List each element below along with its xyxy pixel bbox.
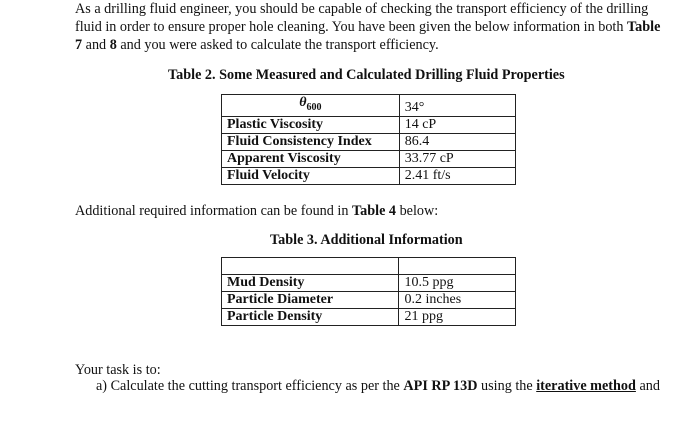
task-a-mid: using the: [477, 378, 537, 394]
intro-line-2-bold: Table: [627, 19, 661, 35]
task-a-standard: API RP 13D: [403, 378, 478, 394]
table3-label: Mud Density: [222, 275, 399, 292]
table2-caption: Table 2. Some Measured and Calculated Drilling Fluid Properties: [168, 67, 565, 83]
task-intro: Your task is to:: [75, 362, 161, 378]
table2-label: Plastic Viscosity: [222, 116, 400, 133]
intro-paragraph: [75, 0, 675, 54]
table2-theta-label: [222, 95, 400, 117]
table2: [221, 94, 516, 185]
table3-value: 10.5 ppg: [399, 275, 516, 292]
table2-label: Apparent Viscosity: [222, 150, 400, 167]
table2-label: Fluid Consistency Index: [222, 133, 400, 150]
table2-value: 86.4: [399, 133, 515, 150]
table3-value: 0.2 inches: [399, 292, 516, 309]
intro-line-2-text: fluid in order to ensure proper hole cleaning. You have been given the below information in both: [75, 19, 627, 35]
table2-value: 33.77 cP: [399, 150, 515, 167]
additional-table-ref: Table 4: [351, 203, 397, 219]
task-a-start: a) Calculate the cutting transport efficiency as per the: [96, 378, 404, 394]
table3-label: Particle Diameter: [222, 292, 399, 309]
table2-row-theta: [222, 95, 516, 117]
table2-row: [222, 133, 516, 150]
table3-empty-row: [222, 258, 516, 275]
table2-row: [222, 116, 516, 133]
table2-row: [222, 167, 516, 184]
table2-row: [222, 150, 516, 167]
intro-table-ref-8: 8: [109, 37, 117, 53]
intro-table-ref-7: 7: [75, 37, 83, 53]
table3-caption: Table 3. Additional Information: [270, 232, 463, 248]
task-a-end: and: [635, 378, 660, 394]
intro-and: and: [82, 37, 110, 53]
theta-subscript: 600: [306, 101, 322, 113]
theta-symbol: θ: [299, 95, 307, 110]
intro-line-3: [75, 36, 675, 54]
table2-value: 14 cP: [399, 116, 515, 133]
intro-line-3-text: and you were asked to calculate the transport efficiency.: [116, 37, 439, 53]
table2-label: Fluid Velocity: [222, 167, 400, 184]
table3-value: 21 ppg: [399, 309, 516, 326]
table3-empty-cell: [399, 258, 516, 275]
table3-row: [222, 292, 516, 309]
additional-info-text: [75, 202, 438, 220]
table3: [221, 257, 516, 326]
table3-row: [222, 275, 516, 292]
table3-label: Particle Density: [222, 309, 399, 326]
table3-row: [222, 309, 516, 326]
additional-text-start: Additional required information can be found in: [75, 203, 352, 219]
intro-line-1: As a drilling fluid engineer, you should be capable of checking the transport efficiency of the drilling: [75, 1, 649, 17]
intro-line-2: [75, 18, 675, 36]
task-a-method: iterative method: [536, 378, 636, 394]
table3-empty-cell: [222, 258, 399, 275]
additional-text-end: below:: [396, 203, 439, 219]
table2-value: 2.41 ft/s: [399, 167, 515, 184]
table2-theta-value: 34°: [399, 95, 515, 117]
task-a: [96, 377, 660, 395]
